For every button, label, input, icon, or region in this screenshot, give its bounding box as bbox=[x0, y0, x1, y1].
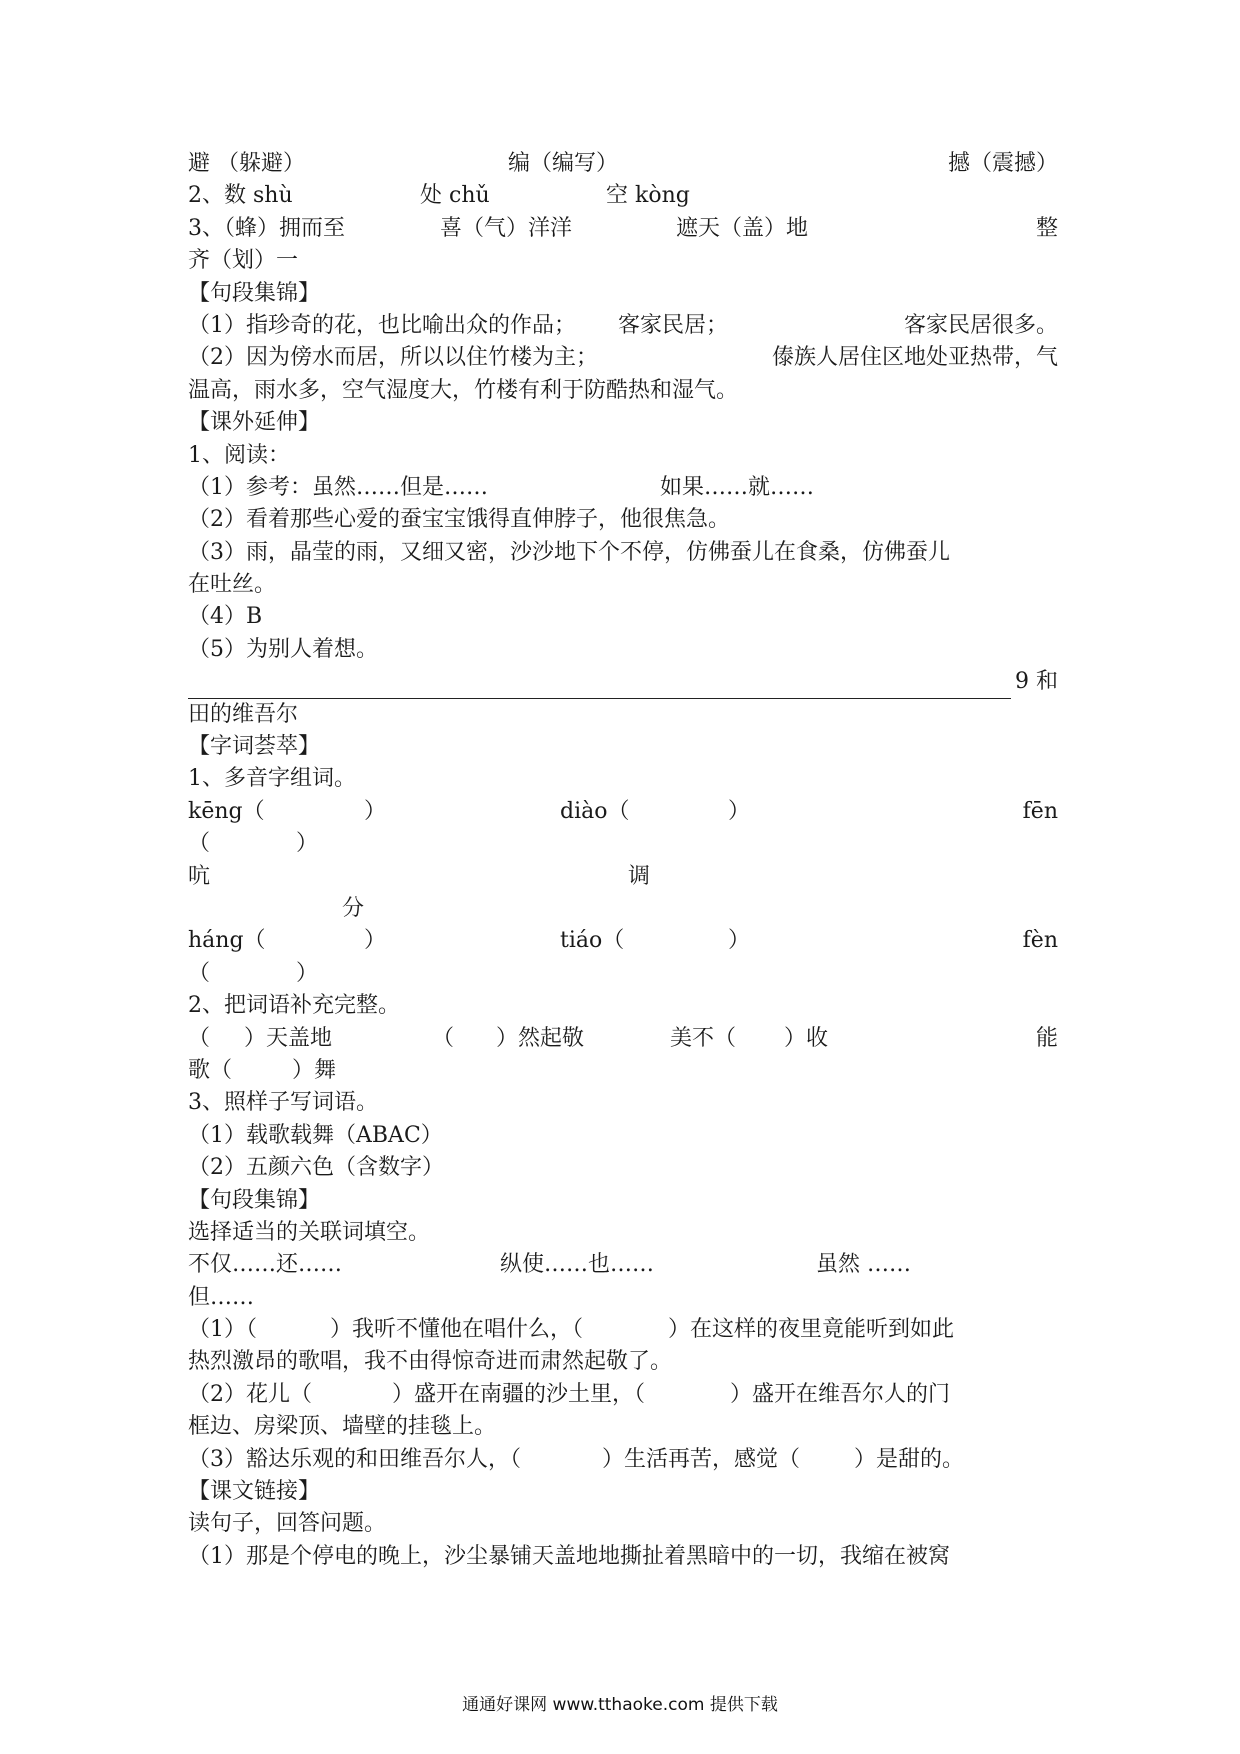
text-line bbox=[188, 893, 1058, 925]
bracket: ） bbox=[296, 960, 319, 986]
text-line: 但…… bbox=[188, 1284, 255, 1310]
answer-item: （2）因为傍水而居，所以以住竹楼为主； bbox=[188, 345, 598, 371]
text-line bbox=[188, 1444, 1058, 1476]
answer-item: （1）参考：虽然……但是…… bbox=[188, 474, 488, 500]
bracket: ） bbox=[728, 798, 751, 824]
text-line bbox=[188, 1249, 1058, 1281]
section-heading: 【句段集锦】 bbox=[188, 1187, 321, 1213]
bracket: ） bbox=[296, 831, 319, 857]
text-line: 在吐丝。 bbox=[188, 572, 277, 598]
pinyin-item: háng（ bbox=[188, 928, 266, 954]
answer-item: 客家民居； bbox=[618, 312, 729, 338]
section-heading: 【字词荟萃】 bbox=[188, 734, 321, 760]
text-line bbox=[188, 958, 1058, 990]
text-line bbox=[188, 828, 1058, 860]
text-line: 齐（划）一 bbox=[188, 248, 299, 274]
answer-item: 编（编写） bbox=[508, 151, 619, 176]
question-part: （3）豁达乐观的和田维吾尔人，（ bbox=[188, 1446, 521, 1472]
lesson-title: 田的维吾尔 bbox=[188, 701, 299, 727]
pinyin-item: kēng（ bbox=[188, 798, 265, 824]
question-part: ）盛开在维吾尔人的门 bbox=[730, 1381, 951, 1407]
pinyin-item: fèn bbox=[1022, 928, 1058, 954]
text-line bbox=[188, 861, 1058, 893]
text-line: 选择适当的关联词填空。 bbox=[188, 1219, 431, 1245]
text-line bbox=[188, 213, 1058, 245]
lesson-number: 9 和 bbox=[1015, 669, 1058, 695]
text-line bbox=[188, 1314, 1058, 1346]
text-line bbox=[188, 180, 1058, 212]
text-line bbox=[188, 310, 1058, 342]
divider-rule bbox=[188, 676, 1011, 699]
text-line: （4）B bbox=[188, 604, 263, 630]
question-part: （1）（ bbox=[188, 1317, 257, 1343]
idiom-item: ）舞 bbox=[292, 1057, 337, 1083]
pinyin-item: tiáo（ bbox=[560, 928, 625, 954]
answer-item: 喜（气）洋洋 bbox=[440, 215, 573, 241]
idiom-item: 美不（ bbox=[670, 1025, 737, 1051]
bracket: ） bbox=[364, 928, 387, 954]
text-line bbox=[188, 925, 1058, 957]
text-line bbox=[188, 1055, 1058, 1087]
pinyin-item: fēn bbox=[1022, 798, 1058, 824]
answer-item: 2、数 shù bbox=[188, 183, 293, 209]
answer-item: （1）指珍奇的花，也比喻出众的作品； bbox=[188, 312, 576, 338]
answer-item: 客家民居很多。 bbox=[903, 312, 1058, 338]
bracket: （ bbox=[188, 1025, 211, 1051]
idiom-item: ）收 bbox=[784, 1025, 829, 1051]
question-part: ）生活再苦，感觉（ bbox=[602, 1446, 801, 1472]
text-line: （5）为别人着想。 bbox=[188, 636, 378, 662]
text-line: （3）雨，晶莹的雨，又细又密，沙沙地下个不停，仿佛蚕儿在食桑，仿佛蚕儿 bbox=[188, 539, 950, 565]
lesson-divider bbox=[188, 666, 1058, 698]
conjunction-item: 虽然 …… bbox=[816, 1252, 911, 1278]
text-line: 读句子，回答问题。 bbox=[188, 1511, 387, 1537]
section-heading: 【句段集锦】 bbox=[188, 280, 321, 306]
text-line bbox=[188, 472, 1058, 504]
text-line: 1、阅读： bbox=[188, 442, 290, 468]
idiom-item: ）天盖地 bbox=[244, 1025, 333, 1051]
text-line: 框边、房梁顶、墙壁的挂毯上。 bbox=[188, 1414, 497, 1440]
text-line bbox=[188, 1023, 1058, 1055]
bracket: （ bbox=[188, 831, 211, 857]
question-part: ）在这样的夜里竟能听到如此 bbox=[668, 1317, 955, 1343]
answer-item: 遮天（盖）地 bbox=[676, 215, 809, 241]
answer-item: 撼（震撼） bbox=[947, 151, 1058, 176]
question-part: （2）花儿（ bbox=[188, 1381, 312, 1407]
text-line: （2）看着那些心爱的蚕宝宝饿得直伸脖子，他很焦急。 bbox=[188, 507, 730, 533]
character: 分 bbox=[342, 895, 365, 921]
bracket: ） bbox=[364, 798, 387, 824]
idiom-item: 能 bbox=[1035, 1025, 1058, 1051]
bracket: ） bbox=[728, 928, 751, 954]
bracket: （ bbox=[188, 960, 211, 986]
question-part: ）我听不懂他在唱什么，（ bbox=[330, 1317, 584, 1343]
idiom-item: ）然起敬 bbox=[496, 1025, 585, 1051]
text-line bbox=[188, 342, 1058, 374]
text-line: 3、照样子写词语。 bbox=[188, 1090, 378, 1116]
question-part: ）盛开在南疆的沙土里，（ bbox=[392, 1381, 646, 1407]
text-line: 1、多音字组词。 bbox=[188, 766, 356, 792]
character: 吭 bbox=[188, 863, 211, 889]
conjunction-item: 不仅……还…… bbox=[188, 1252, 343, 1278]
text-line: （1）载歌载舞（ABAC） bbox=[188, 1122, 443, 1148]
section-heading: 【课外延伸】 bbox=[188, 410, 321, 436]
text-line: （2）五颜六色（含数字） bbox=[188, 1155, 444, 1181]
text-line: 2、把词语补充完整。 bbox=[188, 993, 400, 1019]
idiom-item: 歌（ bbox=[188, 1057, 233, 1083]
answer-item: 空 kòng bbox=[606, 183, 690, 209]
answer-item: 避 （躲避） bbox=[188, 151, 305, 176]
text-line bbox=[188, 1379, 1058, 1411]
pinyin-item: diào（ bbox=[560, 798, 630, 824]
answer-item: 傣族人居住区地处亚热带，气 bbox=[771, 345, 1058, 371]
answer-item: 如果……就…… bbox=[660, 474, 815, 500]
document-page bbox=[188, 148, 1058, 1573]
text-line: 温高，雨水多，空气湿度大，竹楼有利于防酷热和湿气。 bbox=[188, 377, 739, 403]
answer-item: 3、（蜂）拥而至 bbox=[188, 215, 345, 241]
answer-item: 处 chǔ bbox=[420, 183, 490, 209]
text-line bbox=[188, 796, 1058, 828]
text-line bbox=[188, 148, 1058, 180]
character: 调 bbox=[628, 863, 651, 889]
conjunction-item: 纵使……也…… bbox=[500, 1252, 655, 1278]
page-footer: 通通好课网 www.tthaoke.com 提供下载 bbox=[462, 1695, 778, 1715]
text-line: 热烈激昂的歌唱，我不由得惊奇进而肃然起敬了。 bbox=[188, 1349, 673, 1375]
answer-item: 整 bbox=[1035, 215, 1058, 241]
text-line: （1）那是个停电的晚上，沙尘暴铺天盖地地撕扯着黑暗中的一切，我缩在被窝 bbox=[188, 1543, 950, 1569]
section-heading: 【课文链接】 bbox=[188, 1479, 321, 1505]
bracket: （ bbox=[432, 1025, 455, 1051]
question-part: ）是甜的。 bbox=[854, 1446, 965, 1472]
